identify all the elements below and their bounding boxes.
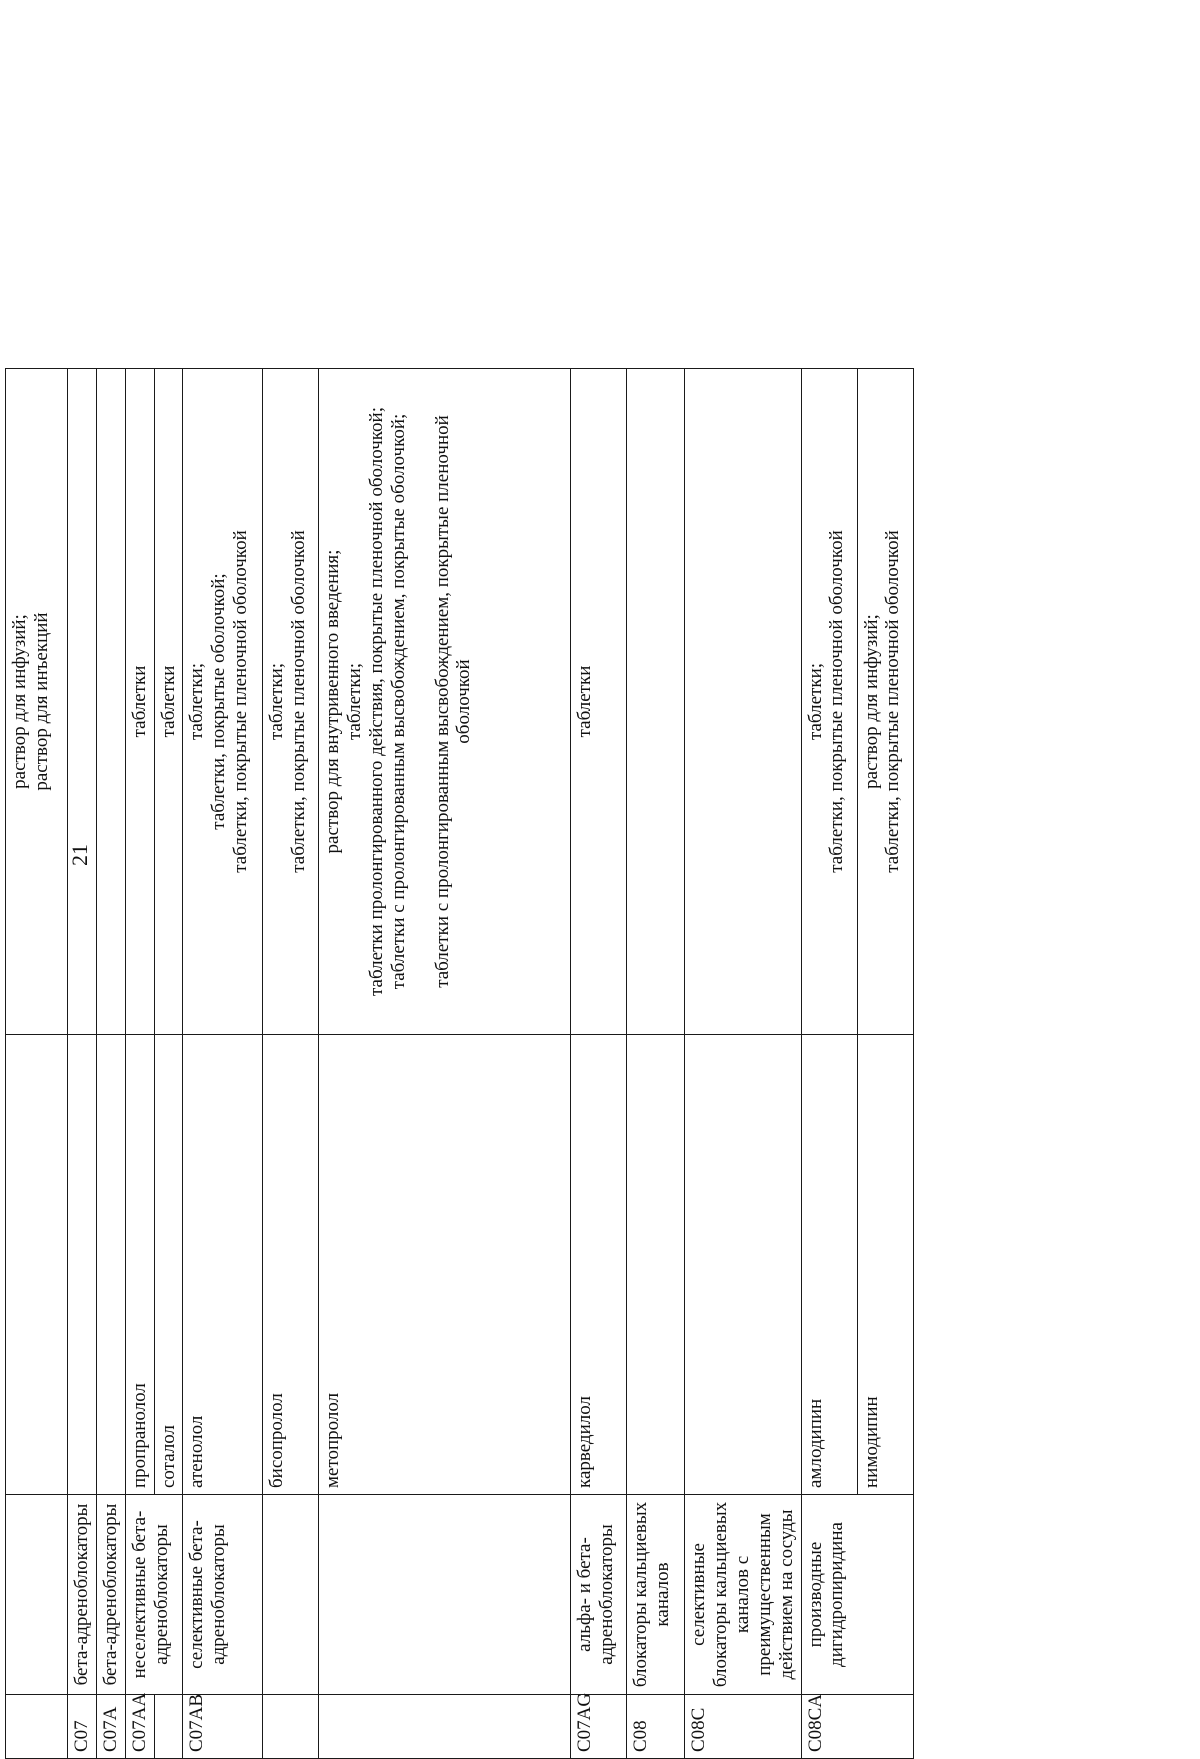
group-cell: бета-адреноблокаторы [96, 1495, 125, 1695]
dosage-forms-cell [125, 369, 154, 1035]
dosage-forms-cell [857, 369, 913, 1035]
drug-table [5, 368, 914, 1759]
dosage-forms-cell [319, 369, 571, 1035]
atc-code-cell [263, 1695, 319, 1759]
table-row [183, 369, 263, 1759]
group-cell: бета-адреноблокаторы [68, 1495, 97, 1695]
atc-code-cell: C07AA [125, 1695, 154, 1759]
dosage-form-line: таблетки; [804, 662, 826, 741]
drug-name-cell [6, 1035, 68, 1495]
table-row [125, 369, 154, 1759]
dosage-forms-cell [627, 369, 685, 1035]
table-body [6, 369, 914, 1759]
dosage-form-line: таблетки [574, 665, 596, 738]
drug-name-cell: амлодипин [801, 1035, 857, 1495]
dosage-forms-cell [801, 369, 857, 1035]
dosage-form-line: таблетки с пролонгированным высвобождением, покрытые оболочкой; [387, 413, 409, 990]
dosage-forms-cell [96, 369, 125, 1035]
drug-name-cell: карведилол [571, 1035, 627, 1495]
dosage-form-line: таблетки, покрытые пленочной оболочкой [230, 530, 252, 873]
table-row [319, 369, 571, 1759]
dosage-forms-cell [6, 369, 68, 1035]
atc-code-cell: C07AG [571, 1695, 627, 1759]
dosage-forms-cell [183, 369, 263, 1035]
dosage-form-line: таблетки, покрытые пленочной оболочкой [826, 530, 848, 873]
table-row [68, 369, 97, 1759]
group-cell [6, 1495, 68, 1695]
atc-code-cell: C08CA [801, 1695, 913, 1759]
dosage-form-line: таблетки; [266, 662, 288, 741]
dosage-form-line: таблетки с пролонгированным высвобождением, покрытые пленочной оболочкой [431, 415, 475, 988]
atc-code-cell: C08C [685, 1695, 801, 1759]
drug-name-cell [685, 1035, 801, 1495]
drug-table-container [5, 369, 909, 1759]
atc-code-cell: C07AB [183, 1695, 263, 1759]
group-cell: селективные бета-адреноблокаторы [183, 1495, 263, 1695]
group-cell [263, 1495, 319, 1695]
dosage-form-line: таблетки; [186, 662, 208, 741]
table-row [627, 369, 685, 1759]
drug-name-cell: бисопролол [263, 1035, 319, 1495]
dosage-forms-cell [154, 369, 183, 1035]
group-cell [319, 1495, 571, 1695]
dosage-form-line: таблетки, покрытые оболочкой; [208, 573, 230, 830]
dosage-forms-cell [685, 369, 801, 1035]
dosage-form-line: таблетки; [344, 662, 366, 741]
atc-code-cell: C07A [96, 1695, 125, 1759]
atc-code-cell: C08 [627, 1695, 685, 1759]
drug-name-cell: метопролол [319, 1035, 571, 1495]
drug-name-cell [96, 1035, 125, 1495]
group-cell: неселективные бета-адреноблокаторы [125, 1495, 183, 1695]
page-number: 21 [67, 844, 92, 866]
group-cell: альфа- и бета-адреноблокаторы [571, 1495, 627, 1695]
table-row [6, 369, 68, 1759]
group-cell: селективные блокаторы кальциевых каналов с преимущественным действием на сосуды [685, 1495, 801, 1695]
dosage-form-line: таблетки, покрытые пленочной оболочкой [288, 530, 310, 873]
dosage-form-line: раствор для инъекций [30, 612, 52, 791]
dosage-forms-cell [263, 369, 319, 1035]
dosage-form-spacer [410, 375, 432, 1028]
drug-name-cell: соталол [154, 1035, 183, 1495]
drug-name-cell [627, 1035, 685, 1495]
drug-name-cell: атенолол [183, 1035, 263, 1495]
atc-code-cell [154, 1695, 183, 1759]
dosage-form-line: таблетки [128, 665, 150, 738]
dosage-forms-cell [571, 369, 627, 1035]
dosage-form-line: таблетки [157, 665, 179, 738]
dosage-forms-cell [68, 369, 97, 1035]
group-cell: производные дигидропиридина [801, 1495, 913, 1695]
dosage-form-line: таблетки пролонгированного действия, покрытые пленочной оболочкой; [366, 407, 388, 996]
atc-code-cell: C07 [68, 1695, 97, 1759]
table-row [801, 369, 857, 1759]
drug-name-cell: пропранолол [125, 1035, 154, 1495]
table-row [96, 369, 125, 1759]
atc-code-cell [319, 1695, 571, 1759]
drug-name-cell: нимодипин [857, 1035, 913, 1495]
dosage-form-line: таблетки, покрытые пленочной оболочкой [882, 530, 904, 873]
table-row [571, 369, 627, 1759]
dosage-form-line: раствор для инфузий; [9, 614, 30, 789]
group-cell: блокаторы кальциевых каналов [627, 1495, 685, 1695]
table-row [263, 369, 319, 1759]
atc-code-cell [6, 1695, 68, 1759]
dosage-form-line: раствор для внутривенного введения; [322, 549, 344, 854]
table-row [685, 369, 801, 1759]
dosage-form-line: раствор для инфузий; [860, 614, 882, 789]
drug-name-cell [68, 1035, 97, 1495]
